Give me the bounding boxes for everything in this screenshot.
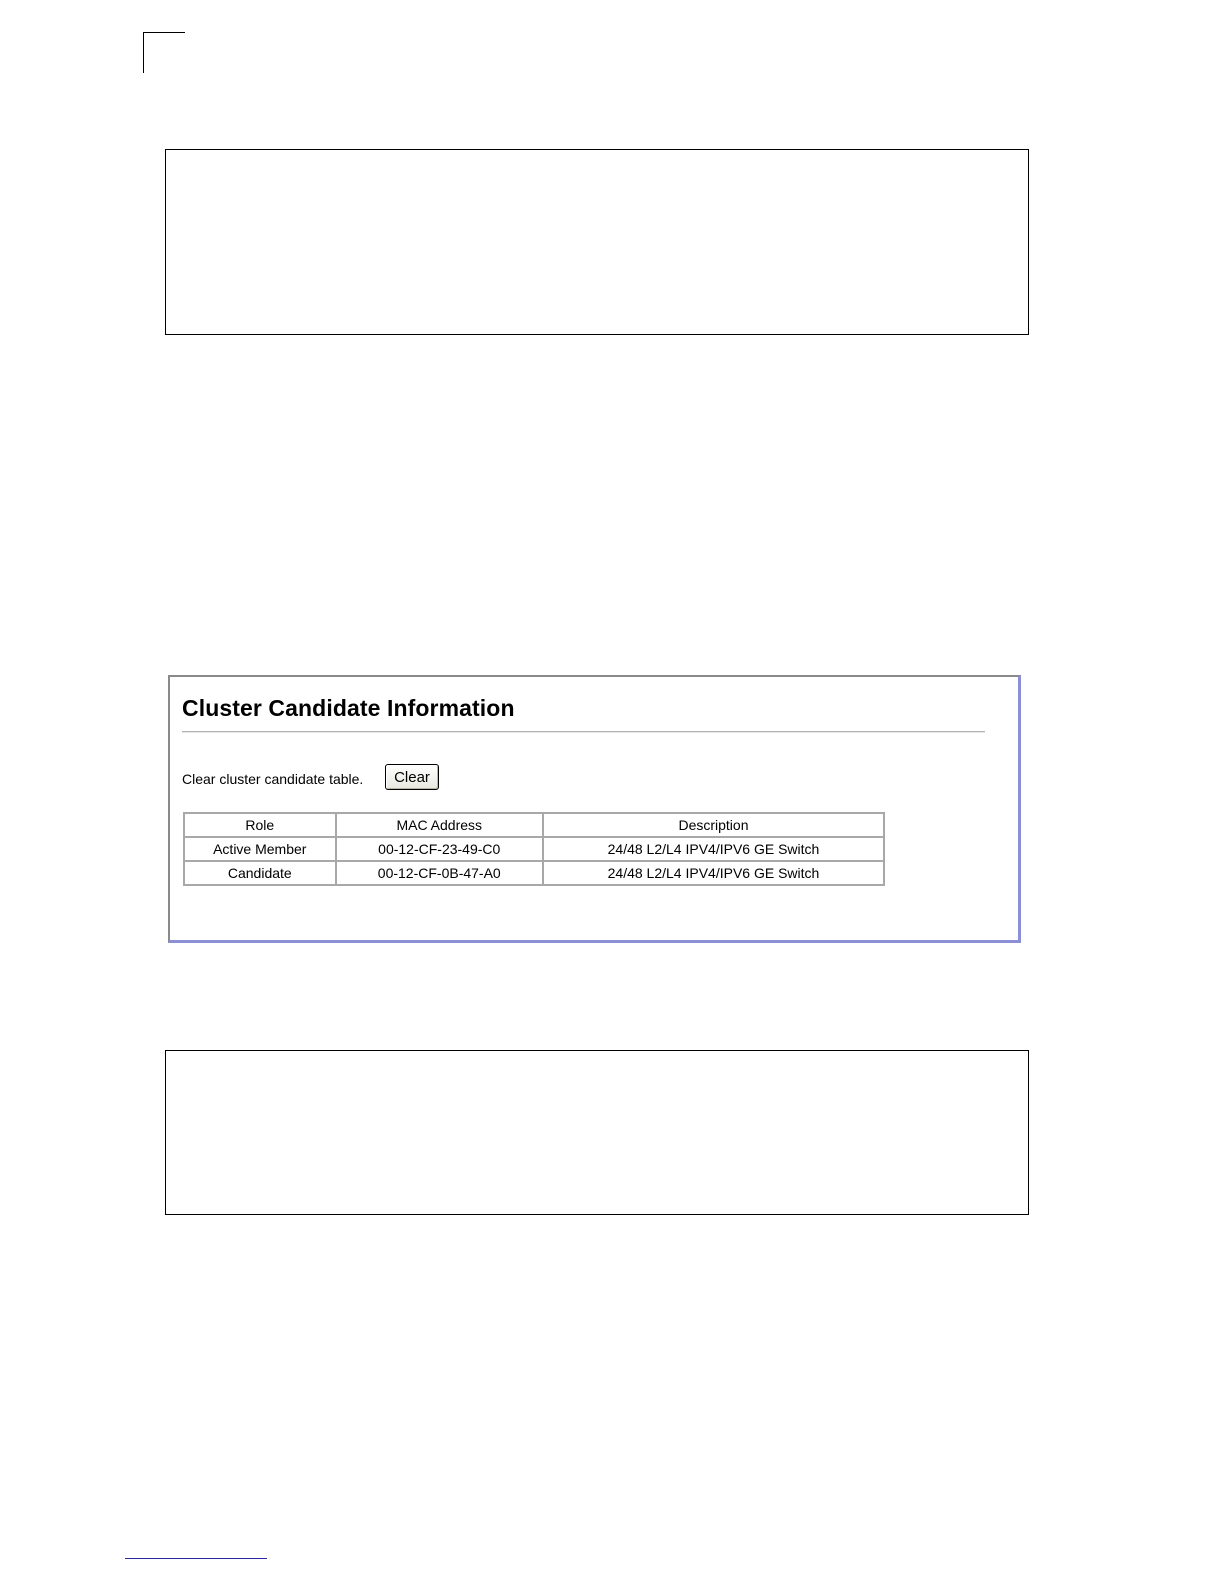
cluster-candidate-panel [168,675,1021,943]
title-divider [182,731,985,733]
cell-mac-address: 00-12-CF-23-49-C0 [336,837,543,861]
table-row [184,837,884,861]
clear-button[interactable]: Clear [385,764,439,790]
cell-role: Active Member [184,837,336,861]
column-header-description: Description [543,813,884,837]
clear-table-label: Clear cluster candidate table. [182,771,364,787]
cell-description: 24/48 L2/L4 IPV4/IPV6 GE Switch [543,861,884,885]
page-title: Cluster Candidate Information [182,695,515,721]
table-header-row [184,813,884,837]
corner-crop-mark-horizontal [143,32,185,33]
column-header-role: Role [184,813,336,837]
cell-mac-address: 00-12-CF-0B-47-A0 [336,861,543,885]
cell-role: Candidate [184,861,336,885]
column-header-mac-address: MAC Address [336,813,543,837]
footer-rule [125,1558,267,1559]
corner-crop-mark-vertical [143,32,144,73]
cluster-candidate-table [183,812,885,886]
example-box-top [165,149,1029,335]
example-box-bottom [165,1050,1029,1215]
cell-description: 24/48 L2/L4 IPV4/IPV6 GE Switch [543,837,884,861]
table-row [184,861,884,885]
